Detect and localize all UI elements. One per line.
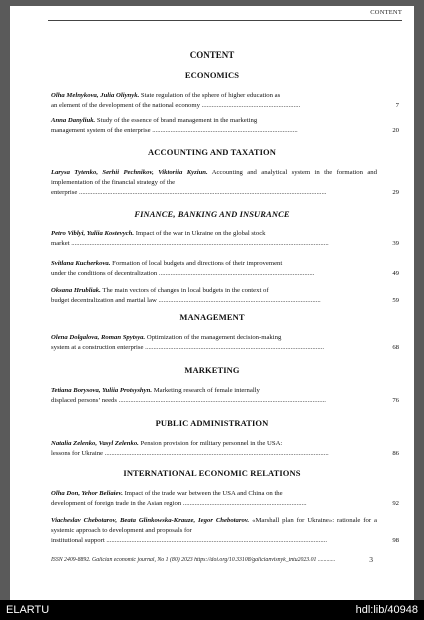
toc-entry[interactable] [51, 489, 399, 509]
entry-title: State regulation of the sphere of higher education as an element of the development of the national economy ........................................................... [51, 92, 301, 109]
handle-link[interactable]: hdl:lib/40948 [355, 604, 418, 616]
toc-entry[interactable] [51, 116, 399, 136]
entry-authors: Natalia Zelenko, Vasyl Zelenko. [51, 440, 139, 447]
entry-page: 59 [392, 297, 399, 304]
entry-page: 39 [392, 240, 399, 247]
entry-title: The main vectors of changes in local budgets in the context of budget decentralization and martial law ................................................................................................. [51, 287, 321, 304]
toc-entry[interactable] [51, 91, 399, 111]
entry-page: 86 [392, 450, 399, 457]
section-heading-public-administration: PUBLIC ADMINISTRATION [155, 418, 269, 428]
entry-page: 49 [392, 270, 399, 277]
running-head: CONTENT [370, 9, 402, 16]
entry-page: 68 [392, 344, 399, 351]
footer-page-number: 3 [369, 555, 373, 564]
entry-title: «Marshall plan for Ukraine»: rationale for a systemic approach to development and proposals for institutional support .................................................................................................................................... [51, 517, 377, 544]
entry-page: 92 [392, 500, 399, 507]
entry-title: Impact of the war in Ukraine on the global stock market .......................................................................................................................................................... [51, 230, 329, 247]
section-heading-marketing: MARKETING [184, 365, 240, 375]
entry-authors: Olena Dolgalova, Roman Spytsya. [51, 334, 146, 341]
entry-title: Pension provision for military personnel in the USA: lessons for Ukraine ...................................................................................................................................... [51, 440, 329, 457]
toc-entry[interactable] [51, 259, 399, 279]
toc-entry[interactable] [51, 229, 399, 249]
entry-page: 7 [395, 102, 399, 109]
entry-authors: Larysa Tytenko, Serhii Pechnikov, Viktoriia Kyziun. [51, 169, 208, 176]
page-footer: ISSN 2409-8892. Galician economic journal, No 1 (80) 2023 https://doi.org/10.33108/galicianvisnyk_tntu2023.01 ............ [51, 557, 336, 563]
entry-authors: Olha Don, Yehor Beliaiev. [51, 490, 123, 497]
section-heading-economics: ECONOMICS [184, 70, 240, 80]
toc-entry[interactable] [51, 168, 399, 198]
entry-title: Accounting and analytical system in the formation and implementation of the financial strategy of the enterprise .................................................................................................................................................... [51, 169, 377, 196]
toc-entry[interactable] [51, 516, 399, 546]
entry-authors: Oksana Hrubliak. [51, 287, 101, 294]
entry-authors: Svitlana Kucherkova. [51, 260, 111, 267]
entry-page: 20 [392, 127, 399, 134]
repository-name: ELARTU [6, 604, 50, 616]
section-heading-accounting: ACCOUNTING AND TAXATION [148, 147, 276, 157]
document-page [10, 6, 414, 600]
header-rule [48, 20, 402, 21]
section-heading-international: INTERNATIONAL ECONOMIC RELATIONS [123, 468, 301, 478]
repository-bar [0, 600, 424, 620]
entry-page: 98 [392, 537, 399, 544]
toc-entry[interactable] [51, 286, 399, 306]
toc-entry[interactable] [51, 439, 399, 459]
toc-entry[interactable] [51, 386, 399, 406]
entry-page: 29 [392, 189, 399, 196]
entry-authors: Tetiana Borysova, Yuliia Protsyshyn. [51, 387, 153, 394]
entry-authors: Viacheslav Chebotarov, Beata Glinkowska-Krauze, Iegor Chebotarov. [51, 517, 250, 524]
entry-title: Marketing research of female internally displaced persons’ needs ............................................................................................................................ [51, 387, 326, 404]
entry-title: Study of the essence of brand management in the marketing management system of the enterprise ....................................................................................... [51, 117, 298, 134]
entry-authors: Petro Viblyi, Yuliia Kostevych. [51, 230, 135, 237]
section-heading-finance: FINANCE, BANKING AND INSURANCE [134, 209, 290, 219]
section-heading-management: MANAGEMENT [179, 312, 245, 322]
page-title: CONTENT [189, 50, 235, 60]
entry-title: Impact of the trade war between the USA and China on the development of foreign trade in the Asian region .......................................................................... [51, 490, 307, 507]
entry-title: Formation of local budgets and directions of their improvement under the conditions of decentralization ............................................................................................. [51, 260, 315, 277]
entry-authors: Olha Melnykova, Julia Oliynyk. [51, 92, 140, 99]
entry-title: Optimization of the management decision-making system at a construction enterprise ........................................................................................................... [51, 334, 325, 351]
toc-entry[interactable] [51, 333, 399, 353]
entry-page: 76 [392, 397, 399, 404]
entry-authors: Anna Danyliuk. [51, 117, 96, 124]
